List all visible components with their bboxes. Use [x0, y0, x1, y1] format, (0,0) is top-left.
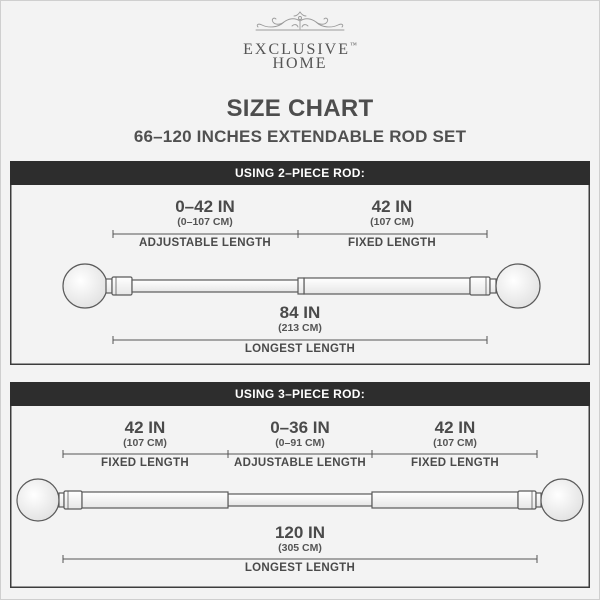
total-label: LONGEST LENGTH	[244, 343, 356, 355]
rod-segment-fixed	[304, 278, 470, 294]
segment-3-metric: (107 CM)	[433, 437, 477, 449]
right-ball-finial-icon	[541, 479, 583, 521]
right-end-collar	[470, 277, 490, 295]
rod-joint-ring	[298, 278, 304, 294]
segment-2-label: ADJUSTABLE LENGTH	[233, 457, 367, 469]
right-ball-finial-icon	[496, 264, 540, 308]
brand-logo	[0, 0, 600, 80]
trademark-symbol: ™	[350, 41, 357, 49]
rod-illustration-3-piece	[10, 382, 590, 588]
section-3-piece-rod	[10, 382, 590, 588]
left-finial-band	[106, 279, 112, 293]
rod-segment-fixed-right	[372, 492, 518, 508]
rod-segment-adjustable	[132, 280, 300, 292]
segment-1-length: 42 IN	[124, 418, 166, 437]
right-finial-band	[490, 279, 496, 293]
segment-1-label: ADJUSTABLE LENGTH	[138, 237, 272, 249]
rod-segment-fixed-left	[82, 492, 228, 508]
total-metric: (305 CM)	[278, 542, 322, 554]
segment-3-label: FIXED LENGTH	[411, 457, 499, 469]
segment-1-length: 0–42 IN	[175, 197, 235, 216]
rod-illustration-2-piece	[10, 161, 590, 365]
segment-2-metric: (0–91 CM)	[275, 437, 325, 449]
section-header: USING 3–PIECE ROD:	[10, 382, 590, 406]
segment-2-length: 42 IN	[371, 197, 413, 216]
left-end-collar	[112, 277, 132, 295]
left-finial-band	[59, 493, 64, 507]
segment-2-metric: (107 CM)	[370, 216, 414, 228]
total-length: 84 IN	[279, 303, 321, 322]
left-ball-finial-icon	[63, 264, 107, 308]
left-ball-finial-icon	[17, 479, 59, 521]
segment-1-metric: (0–107 CM)	[177, 216, 233, 228]
section-header: USING 2–PIECE ROD:	[10, 161, 590, 185]
section-2-piece-rod	[10, 161, 590, 365]
total-label: LONGEST LENGTH	[244, 562, 356, 574]
brand-subname: HOME	[272, 55, 328, 72]
total-length: 120 IN	[274, 523, 326, 542]
page-subtitle: 66–120 INCHES EXTENDABLE ROD SET	[133, 127, 467, 146]
right-end-collar	[518, 491, 536, 509]
segment-2-label: FIXED LENGTH	[348, 237, 436, 249]
segment-2-length: 0–36 IN	[270, 418, 330, 437]
ornament-icon	[250, 9, 350, 33]
page-title: SIZE CHART	[226, 95, 374, 122]
segment-1-label: FIXED LENGTH	[101, 457, 189, 469]
segment-1-metric: (107 CM)	[123, 437, 167, 449]
segment-3-length: 42 IN	[434, 418, 476, 437]
rod-segment-adjustable	[228, 494, 372, 506]
left-end-collar	[64, 491, 82, 509]
brand-name: EXCLUSIVE™	[243, 41, 357, 58]
total-metric: (213 CM)	[278, 322, 322, 334]
right-finial-band	[536, 493, 541, 507]
